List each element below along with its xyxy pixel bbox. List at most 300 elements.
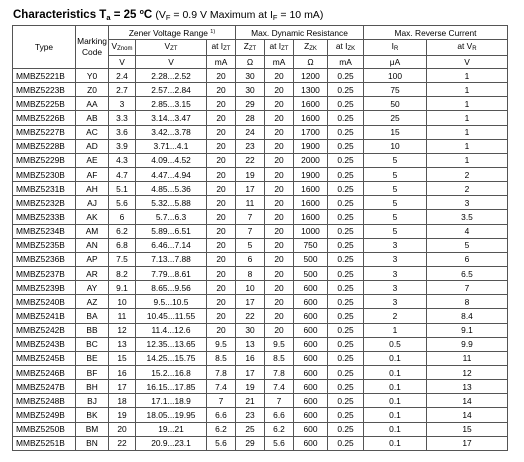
- cell-izt: 20: [207, 266, 236, 280]
- cell-izt2: 20: [265, 196, 294, 210]
- cell-vznom: 6: [109, 210, 136, 224]
- cell-zzk: 1000: [294, 224, 328, 238]
- cell-type: MMBZ5227B: [13, 125, 76, 139]
- cell-izk: 0.25: [328, 69, 364, 83]
- cell-vr: 13: [427, 380, 508, 394]
- cell-vznom: 19: [109, 408, 136, 422]
- table-row: [13, 295, 508, 309]
- cell-zzt: 19: [236, 380, 265, 394]
- cell-ir: 3: [364, 266, 427, 280]
- cell-type: MMBZ5239B: [13, 281, 76, 295]
- cell-izt2: 20: [265, 210, 294, 224]
- cell-vznom: 3.9: [109, 139, 136, 153]
- cell-vr: 6: [427, 252, 508, 266]
- table-row: [13, 323, 508, 337]
- cell-vznom: 6.2: [109, 224, 136, 238]
- cell-zzk: 1600: [294, 111, 328, 125]
- cell-izt2: 5.6: [265, 436, 294, 450]
- table-heading: [13, 9, 323, 22]
- cell-vr: 11: [427, 351, 508, 365]
- cell-zzt: 10: [236, 281, 265, 295]
- cell-vznom: 16: [109, 365, 136, 379]
- cell-izk: 0.25: [328, 210, 364, 224]
- cell-izt: 20: [207, 125, 236, 139]
- cell-vznom: 10: [109, 295, 136, 309]
- cell-marking: AF: [76, 167, 109, 181]
- cell-zzt: 7: [236, 224, 265, 238]
- cell-izt: 20: [207, 224, 236, 238]
- table-row: [13, 167, 508, 181]
- cell-type: MMBZ5236B: [13, 252, 76, 266]
- cell-izt: 20: [207, 196, 236, 210]
- cell-izt: 20: [207, 97, 236, 111]
- cell-izt2: 20: [265, 323, 294, 337]
- table-row: [13, 69, 508, 83]
- cell-zzt: 8: [236, 266, 265, 280]
- table-row: [13, 337, 508, 351]
- cell-vznom: 12: [109, 323, 136, 337]
- cell-vzt-range: 7.79...8.61: [136, 266, 207, 280]
- cell-vzt-range: 11.4...12.6: [136, 323, 207, 337]
- cell-izt2: 20: [265, 224, 294, 238]
- cell-zzk: 600: [294, 408, 328, 422]
- cell-izk: 0.25: [328, 380, 364, 394]
- cell-izt: 9.5: [207, 337, 236, 351]
- group-reverse-header: Max. Reverse Current: [364, 26, 508, 40]
- cell-marking: AK: [76, 210, 109, 224]
- cell-marking: AB: [76, 111, 109, 125]
- cell-marking: AR: [76, 266, 109, 280]
- sub-vznom-header: VZnom: [109, 40, 136, 56]
- cell-izt: 7: [207, 394, 236, 408]
- cell-vznom: 3: [109, 97, 136, 111]
- table-row: [13, 139, 508, 153]
- cell-izk: 0.25: [328, 167, 364, 181]
- cell-vzt-range: 10.45...11.55: [136, 309, 207, 323]
- unit-cell: mA: [328, 56, 364, 69]
- cell-vr: 3.5: [427, 210, 508, 224]
- table-row: [13, 125, 508, 139]
- cell-izk: 0.25: [328, 252, 364, 266]
- cell-vznom: 4.3: [109, 153, 136, 167]
- cell-ir: 100: [364, 69, 427, 83]
- cell-zzk: 600: [294, 323, 328, 337]
- cell-izk: 0.25: [328, 323, 364, 337]
- cell-type: MMBZ5233B: [13, 210, 76, 224]
- cell-vznom: 8.2: [109, 266, 136, 280]
- sub-vzt-header: VZT: [136, 40, 207, 56]
- heading-title: Characteristics T: [13, 9, 107, 21]
- table-row: [13, 252, 508, 266]
- cell-zzt: 6: [236, 252, 265, 266]
- cell-ir: 75: [364, 83, 427, 97]
- cell-vznom: 15: [109, 351, 136, 365]
- cell-izt: 20: [207, 83, 236, 97]
- table-row: [13, 380, 508, 394]
- cell-izt: 7.8: [207, 365, 236, 379]
- sub-izk-header: at IZK: [328, 40, 364, 56]
- cell-zzk: 1600: [294, 182, 328, 196]
- cell-ir: 3: [364, 252, 427, 266]
- cell-izt: 6.6: [207, 408, 236, 422]
- cell-marking: BN: [76, 436, 109, 450]
- unit-cell: Ω: [294, 56, 328, 69]
- cell-izt2: 20: [265, 125, 294, 139]
- cell-vr: 9.9: [427, 337, 508, 351]
- unit-cell: mA: [207, 56, 236, 69]
- cell-vzt-range: 5.89...6.51: [136, 224, 207, 238]
- cell-zzt: 5: [236, 238, 265, 252]
- cell-marking: Z0: [76, 83, 109, 97]
- cell-zzt: 11: [236, 196, 265, 210]
- cell-vznom: 3.3: [109, 111, 136, 125]
- cell-vznom: 4.7: [109, 167, 136, 181]
- cell-zzk: 500: [294, 252, 328, 266]
- cell-izk: 0.25: [328, 394, 364, 408]
- cell-marking: AH: [76, 182, 109, 196]
- cell-izt2: 20: [265, 252, 294, 266]
- cell-vzt-range: 6.46...7.14: [136, 238, 207, 252]
- cell-ir: 5: [364, 182, 427, 196]
- cell-izt2: 20: [265, 266, 294, 280]
- cell-vznom: 11: [109, 309, 136, 323]
- cell-marking: AM: [76, 224, 109, 238]
- cell-marking: Y0: [76, 69, 109, 83]
- cell-vznom: 6.8: [109, 238, 136, 252]
- cell-vr: 14: [427, 394, 508, 408]
- cell-izt: 20: [207, 167, 236, 181]
- cell-zzk: 500: [294, 266, 328, 280]
- cell-vznom: 20: [109, 422, 136, 436]
- col-marking-header: Marking Code: [76, 26, 109, 69]
- cell-type: MMBZ5248B: [13, 394, 76, 408]
- cell-izk: 0.25: [328, 365, 364, 379]
- cell-izt: 8.5: [207, 351, 236, 365]
- characteristics-table: [12, 25, 508, 451]
- cell-vr: 1: [427, 139, 508, 153]
- cell-izt: 5.6: [207, 436, 236, 450]
- cell-vzt-range: 5.32...5.88: [136, 196, 207, 210]
- table-row: [13, 196, 508, 210]
- cell-izt2: 7.4: [265, 380, 294, 394]
- cell-marking: BK: [76, 408, 109, 422]
- cell-vznom: 3.6: [109, 125, 136, 139]
- group-dynamic-header: Max. Dynamic Resistance: [236, 26, 364, 40]
- cell-vr: 14: [427, 408, 508, 422]
- sub-ir-header: IR: [364, 40, 427, 56]
- cell-zzk: 600: [294, 295, 328, 309]
- cell-vzt-range: 9.5...10.5: [136, 295, 207, 309]
- table-row: [13, 281, 508, 295]
- cell-marking: BC: [76, 337, 109, 351]
- cell-zzk: 1600: [294, 196, 328, 210]
- cell-vzt-range: 5.7...6.3: [136, 210, 207, 224]
- cell-marking: BH: [76, 380, 109, 394]
- table-body: [13, 69, 508, 451]
- col-type-header: Type: [13, 26, 76, 69]
- cell-izt2: 20: [265, 111, 294, 125]
- cell-izt: 20: [207, 153, 236, 167]
- unit-cell: V: [136, 56, 207, 69]
- cell-ir: 0.1: [364, 436, 427, 450]
- cell-ir: 50: [364, 97, 427, 111]
- cell-zzt: 30: [236, 83, 265, 97]
- table-row: [13, 436, 508, 450]
- unit-cell: mA: [265, 56, 294, 69]
- cell-zzt: 21: [236, 394, 265, 408]
- cell-type: MMBZ5232B: [13, 196, 76, 210]
- table-row: [13, 309, 508, 323]
- cell-zzk: 600: [294, 436, 328, 450]
- cell-izt2: 20: [265, 281, 294, 295]
- cell-vzt-range: 17.1...18.9: [136, 394, 207, 408]
- cell-type: MMBZ5250B: [13, 422, 76, 436]
- cell-zzk: 600: [294, 309, 328, 323]
- cell-izt2: 20: [265, 309, 294, 323]
- cell-ir: 0.1: [364, 365, 427, 379]
- cell-zzt: 29: [236, 97, 265, 111]
- cell-vr: 1: [427, 111, 508, 125]
- cell-izk: 0.25: [328, 139, 364, 153]
- cell-ir: 15: [364, 125, 427, 139]
- cell-ir: 0.1: [364, 351, 427, 365]
- cell-ir: 5: [364, 196, 427, 210]
- cell-izt: 20: [207, 309, 236, 323]
- cell-izt: 6.2: [207, 422, 236, 436]
- cell-zzt: 23: [236, 139, 265, 153]
- cell-ir: 3: [364, 295, 427, 309]
- cell-vr: 1: [427, 153, 508, 167]
- cell-type: MMBZ5226B: [13, 111, 76, 125]
- cell-vzt-range: 4.47...4.94: [136, 167, 207, 181]
- cell-ir: 1: [364, 323, 427, 337]
- cell-izt: 20: [207, 69, 236, 83]
- cell-izt2: 20: [265, 167, 294, 181]
- cell-izk: 0.25: [328, 351, 364, 365]
- cell-ir: 0.1: [364, 394, 427, 408]
- cell-vr: 17: [427, 436, 508, 450]
- cell-izt: 20: [207, 182, 236, 196]
- cell-izk: 0.25: [328, 408, 364, 422]
- table-row: [13, 182, 508, 196]
- cell-izt2: 20: [265, 182, 294, 196]
- cell-izt: 20: [207, 295, 236, 309]
- cell-type: MMBZ5237B: [13, 266, 76, 280]
- cell-izt: 20: [207, 252, 236, 266]
- cell-type: MMBZ5243B: [13, 337, 76, 351]
- cell-vzt-range: 2.28...2.52: [136, 69, 207, 83]
- cell-izk: 0.25: [328, 281, 364, 295]
- cell-type: MMBZ5245B: [13, 351, 76, 365]
- cell-izt2: 9.5: [265, 337, 294, 351]
- cell-vr: 4: [427, 224, 508, 238]
- cell-vzt-range: 3.71...4.1: [136, 139, 207, 153]
- cell-vznom: 2.4: [109, 69, 136, 83]
- cell-ir: 3: [364, 281, 427, 295]
- cell-type: MMBZ5240B: [13, 295, 76, 309]
- cell-izk: 0.25: [328, 436, 364, 450]
- cell-vznom: 17: [109, 380, 136, 394]
- cell-zzt: 25: [236, 422, 265, 436]
- cell-vzt-range: 16.15...17.85: [136, 380, 207, 394]
- cell-marking: BB: [76, 323, 109, 337]
- cell-izt: 20: [207, 323, 236, 337]
- heading-condition-open: (V: [155, 9, 166, 21]
- cell-zzk: 600: [294, 394, 328, 408]
- sub-izt2-header: at IZT: [265, 40, 294, 56]
- cell-zzk: 1300: [294, 83, 328, 97]
- cell-vznom: 9.1: [109, 281, 136, 295]
- cell-ir: 3: [364, 238, 427, 252]
- cell-izt2: 20: [265, 97, 294, 111]
- cell-marking: BJ: [76, 394, 109, 408]
- heading-condition-sub2: F: [272, 13, 278, 22]
- cell-vzt-range: 3.14...3.47: [136, 111, 207, 125]
- cell-vzt-range: 3.42...3.78: [136, 125, 207, 139]
- cell-izt2: 7: [265, 394, 294, 408]
- cell-zzt: 30: [236, 323, 265, 337]
- cell-izk: 0.25: [328, 337, 364, 351]
- cell-zzt: 19: [236, 167, 265, 181]
- cell-zzt: 29: [236, 436, 265, 450]
- table-row: [13, 422, 508, 436]
- cell-vznom: 13: [109, 337, 136, 351]
- cell-zzk: 2000: [294, 153, 328, 167]
- cell-type: MMBZ5228B: [13, 139, 76, 153]
- cell-zzt: 17: [236, 295, 265, 309]
- cell-izk: 0.25: [328, 422, 364, 436]
- cell-type: MMBZ5221B: [13, 69, 76, 83]
- cell-marking: AP: [76, 252, 109, 266]
- cell-izk: 0.25: [328, 295, 364, 309]
- cell-izt2: 6.6: [265, 408, 294, 422]
- cell-izt2: 20: [265, 295, 294, 309]
- table-row: [13, 210, 508, 224]
- cell-vr: 9.1: [427, 323, 508, 337]
- cell-zzk: 1600: [294, 97, 328, 111]
- cell-vr: 7: [427, 281, 508, 295]
- cell-vr: 2: [427, 167, 508, 181]
- cell-zzt: 24: [236, 125, 265, 139]
- cell-zzk: 1200: [294, 69, 328, 83]
- cell-vznom: 5.6: [109, 196, 136, 210]
- cell-vzt-range: 15.2...16.8: [136, 365, 207, 379]
- cell-marking: AE: [76, 153, 109, 167]
- cell-izk: 0.25: [328, 97, 364, 111]
- cell-ir: 5: [364, 167, 427, 181]
- table-row: [13, 408, 508, 422]
- cell-marking: AY: [76, 281, 109, 295]
- cell-type: MMBZ5235B: [13, 238, 76, 252]
- cell-vzt-range: 19...21: [136, 422, 207, 436]
- cell-zzk: 1900: [294, 167, 328, 181]
- cell-vr: 12: [427, 365, 508, 379]
- cell-vr: 1: [427, 69, 508, 83]
- cell-izk: 0.25: [328, 153, 364, 167]
- cell-vzt-range: 2.85...3.15: [136, 97, 207, 111]
- table-row: [13, 83, 508, 97]
- cell-zzt: 30: [236, 69, 265, 83]
- table-row: [13, 365, 508, 379]
- cell-vzt-range: 20.9...23.1: [136, 436, 207, 450]
- heading-condition-sub1: F: [165, 13, 171, 22]
- heading-title-subscript: a: [106, 13, 111, 22]
- cell-marking: BM: [76, 422, 109, 436]
- cell-type: MMBZ5247B: [13, 380, 76, 394]
- cell-zzk: 600: [294, 281, 328, 295]
- cell-type: MMBZ5231B: [13, 182, 76, 196]
- table-row: [13, 351, 508, 365]
- cell-zzt: 22: [236, 309, 265, 323]
- cell-type: MMBZ5223B: [13, 83, 76, 97]
- cell-zzk: 1900: [294, 139, 328, 153]
- cell-vr: 15: [427, 422, 508, 436]
- cell-type: MMBZ5242B: [13, 323, 76, 337]
- cell-izk: 0.25: [328, 182, 364, 196]
- cell-izt: 20: [207, 238, 236, 252]
- cell-ir: 5: [364, 224, 427, 238]
- table-row: [13, 153, 508, 167]
- heading-unit: C: [143, 9, 153, 21]
- cell-ir: 5: [364, 210, 427, 224]
- cell-izt2: 6.2: [265, 422, 294, 436]
- unit-cell: Ω: [236, 56, 265, 69]
- cell-vr: 3: [427, 196, 508, 210]
- cell-ir: 0.1: [364, 408, 427, 422]
- cell-izt: 20: [207, 139, 236, 153]
- cell-vzt-range: 12.35...13.65: [136, 337, 207, 351]
- sub-izt-header: at IZT: [207, 40, 236, 56]
- cell-type: MMBZ5246B: [13, 365, 76, 379]
- cell-zzk: 600: [294, 380, 328, 394]
- cell-ir: 10: [364, 139, 427, 153]
- cell-vr: 5: [427, 238, 508, 252]
- cell-vzt-range: 2.57...2.84: [136, 83, 207, 97]
- cell-izk: 0.25: [328, 238, 364, 252]
- cell-vr: 1: [427, 125, 508, 139]
- cell-izk: 0.25: [328, 224, 364, 238]
- table-row: [13, 238, 508, 252]
- cell-vzt-range: 7.13...7.88: [136, 252, 207, 266]
- cell-izt: 20: [207, 210, 236, 224]
- cell-zzk: 1600: [294, 210, 328, 224]
- cell-zzt: 28: [236, 111, 265, 125]
- cell-marking: BA: [76, 309, 109, 323]
- cell-marking: AN: [76, 238, 109, 252]
- cell-type: MMBZ5234B: [13, 224, 76, 238]
- cell-izk: 0.25: [328, 125, 364, 139]
- cell-izt: 20: [207, 111, 236, 125]
- cell-ir: 0.1: [364, 380, 427, 394]
- cell-izt: 7.4: [207, 380, 236, 394]
- group-zener-header: Zener Voltage Range $^{1)}$: [109, 26, 236, 40]
- table-row: [13, 266, 508, 280]
- cell-vzt-range: 8.65...9.56: [136, 281, 207, 295]
- unit-cell: μA: [364, 56, 427, 69]
- cell-izt2: 8.5: [265, 351, 294, 365]
- table-row: [13, 111, 508, 125]
- table-row: [13, 224, 508, 238]
- cell-zzt: 16: [236, 351, 265, 365]
- cell-marking: AA: [76, 97, 109, 111]
- cell-izt2: 20: [265, 139, 294, 153]
- cell-vznom: 22: [109, 436, 136, 450]
- cell-izk: 0.25: [328, 111, 364, 125]
- cell-zzt: 17: [236, 182, 265, 196]
- cell-vr: 2: [427, 182, 508, 196]
- heading-title-value: = 25: [110, 9, 140, 21]
- cell-vznom: 18: [109, 394, 136, 408]
